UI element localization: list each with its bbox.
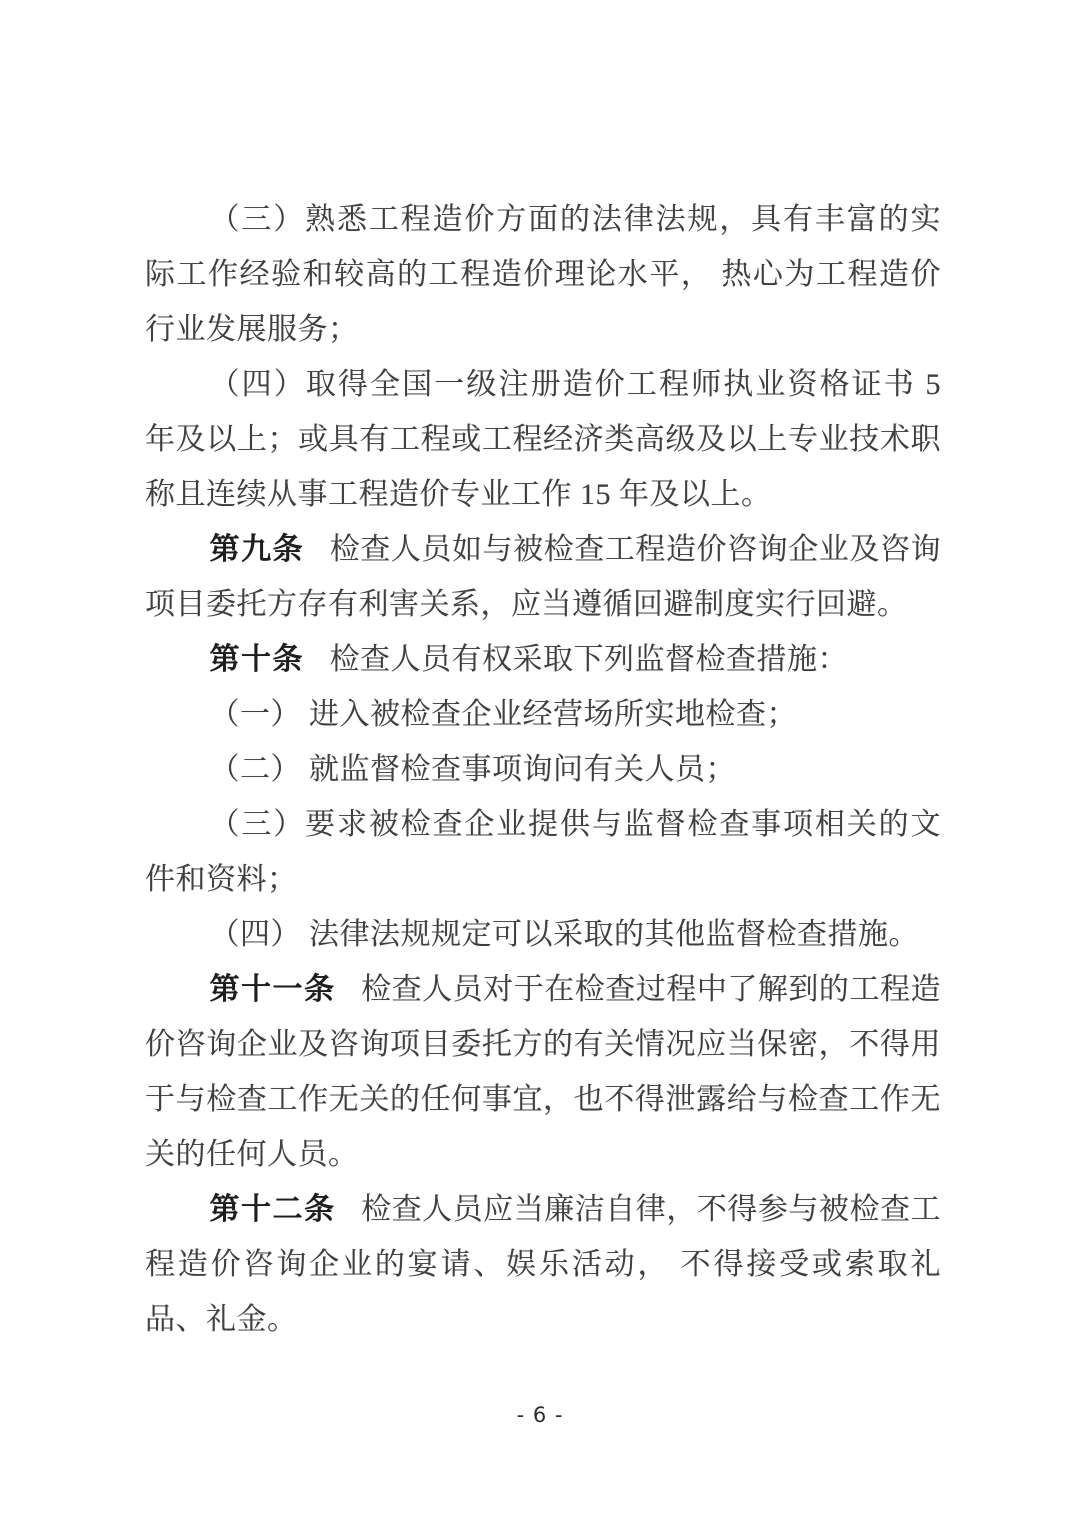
article-number: 第十条: [209, 643, 304, 676]
article-number: 第九条: [209, 533, 305, 566]
paragraph-text: （一） 进入被检查企业经营场所实地检查；: [209, 698, 797, 731]
paragraph: [145, 687, 941, 742]
paragraph-text: 检查人员对于在检查过程中了解到的工程造价咨询企业及咨询项目委托方的有关情况应当保密，不得用于与检查工作无关的任何事宜，也不得泄露给与检查工作无关的任何人员。: [145, 973, 942, 1171]
paragraph-text: （四）取得全国一级注册造价工程师执业资格证书 5 年及以上；或具有工程或工程经济类高级及以上专业技术职称且连续从事工程造价专业工作 15 年及以上。: [145, 368, 941, 511]
paragraph: [145, 632, 941, 687]
paragraph-text: （二） 就监督检查事项询问有关人员；: [209, 753, 736, 786]
paragraph-text: 检查人员如与被检查工程造价咨询企业及咨询项目委托方存有利害关系，应当遵循回避制度实行回避。: [145, 533, 942, 621]
paragraph: [145, 907, 941, 962]
paragraph-text: 检查人员应当廉洁自律，不得参与被检查工程造价咨询企业的宴请、娱乐活动， 不得接受或索取礼品、礼金。: [145, 1193, 942, 1336]
page-number: - 6 -: [516, 1403, 564, 1427]
paragraph: [145, 962, 941, 1182]
paragraph: [145, 522, 941, 632]
paragraph-text: （四） 法律法规规定可以采取的其他监督检查措施。: [209, 918, 919, 951]
article-number: 第十二条: [209, 1193, 336, 1226]
paragraph: [145, 742, 941, 797]
article-number: 第十一条: [209, 973, 336, 1006]
paragraph-text: 检查人员有权采取下列监督检查措施：: [329, 643, 848, 676]
paragraph: [145, 357, 941, 522]
paragraph: [145, 192, 941, 357]
paragraph-text: （三）熟悉工程造价方面的法律法规，具有丰富的实际工作经验和较高的工程造价理论水平， 热心为工程造价行业发展服务；: [145, 203, 941, 346]
paragraph: [145, 797, 941, 907]
paragraph-text: （三）要求被检查企业提供与监督检查事项相关的文件和资料；: [145, 808, 941, 896]
document-text-block: [145, 192, 941, 1347]
paragraph: [145, 1182, 941, 1347]
